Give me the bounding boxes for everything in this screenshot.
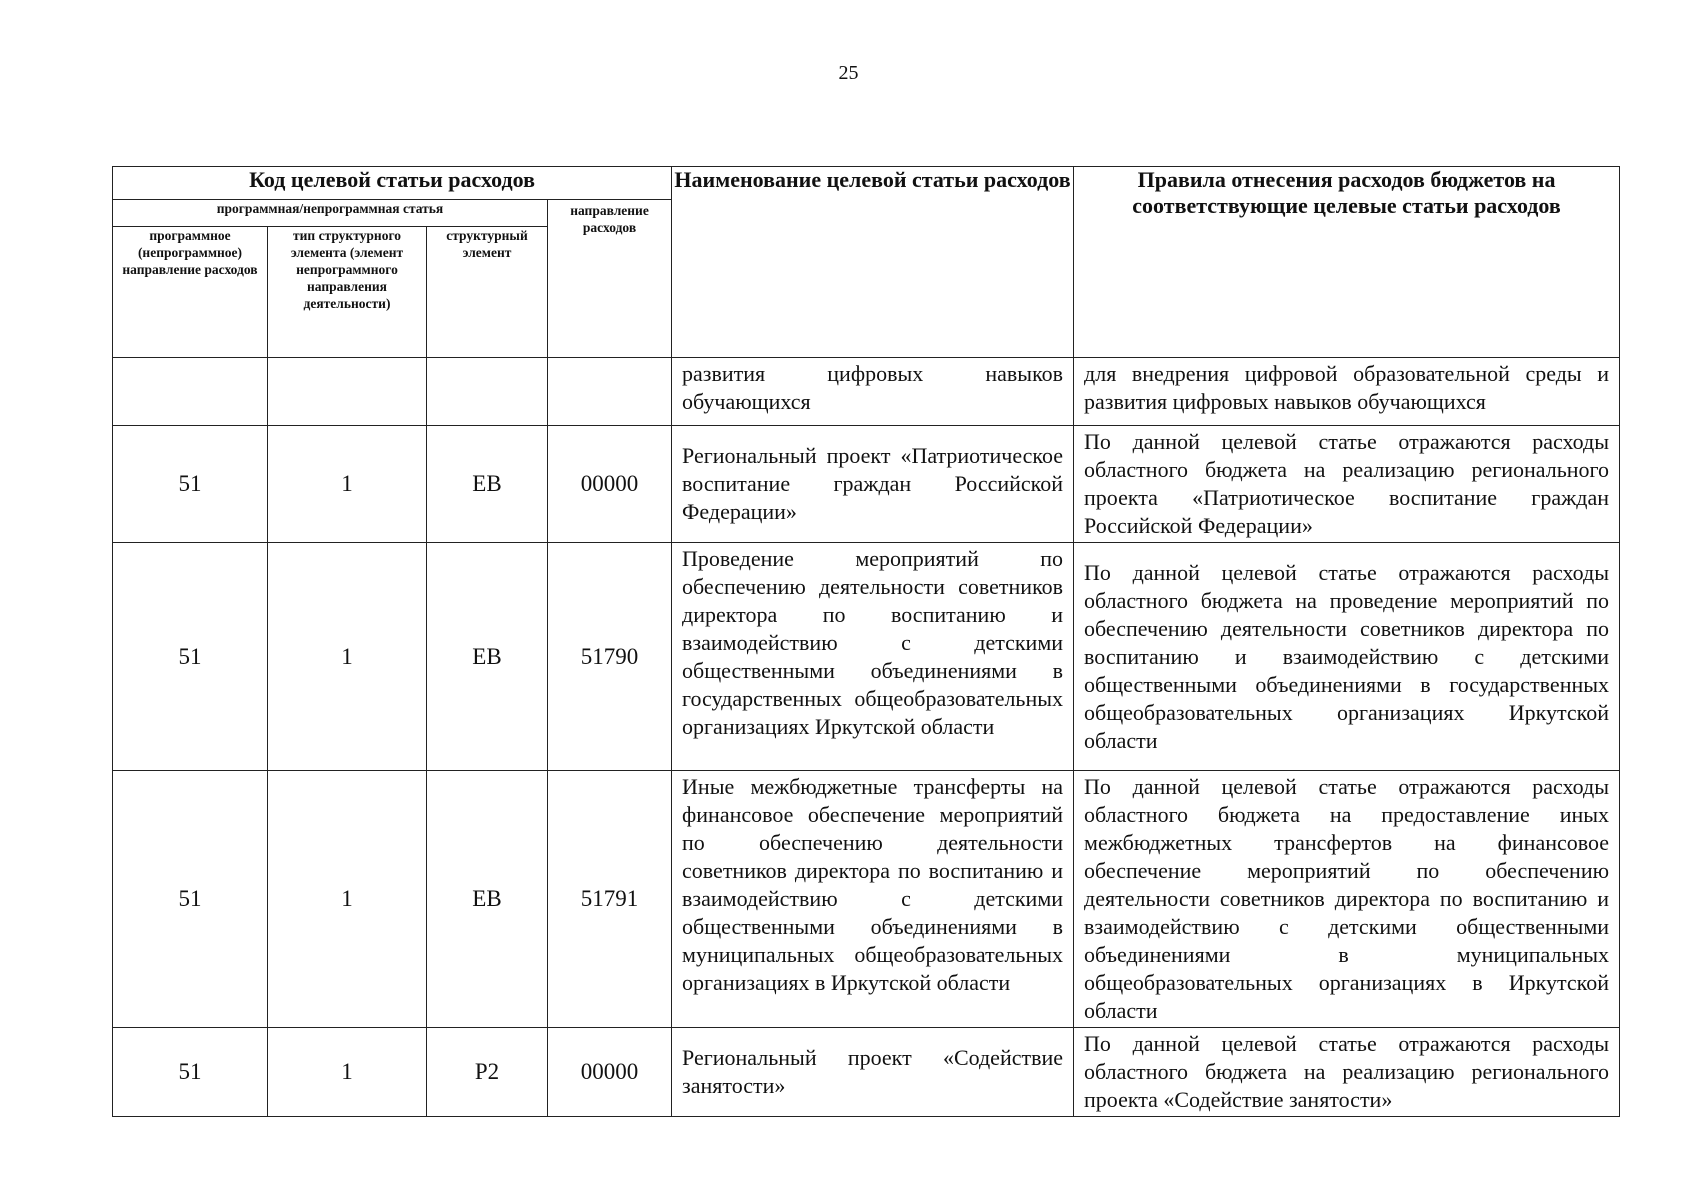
article-name-cell: Иные межбюджетные трансферты на финансовое обеспечение мероприятий по обеспечению деятельности советников директора по воспитанию и взаимодействию с детскими общественными объединениями в муниципальных общеобразовательных организациях в Иркутской области <box>672 771 1074 1028</box>
header-program-article-label: программная/непрограммная статья <box>216 201 444 216</box>
program-code-cell <box>113 358 268 426</box>
article-rules-cell: По данной целевой статье отражаются расходы областного бюджета на проведение мероприятий по обеспечению деятельности советников директора по воспитанию и взаимодействию с детскими общественными объединениями в государственных общеобразовательных организациях Иркутской области <box>1074 543 1620 771</box>
program-code-cell: 51 <box>113 543 268 771</box>
header-struct-type: тип структурного элемента (элемент непрограммного направления деятельности) <box>268 227 427 358</box>
header-struct-element: структурный элемент <box>427 227 548 358</box>
struct-type-cell: 1 <box>268 543 427 771</box>
table-row <box>113 543 1620 771</box>
struct-type-cell: 1 <box>268 426 427 543</box>
program-code-cell: 51 <box>113 426 268 543</box>
direction-cell: 51790 <box>548 543 672 771</box>
table-row <box>113 1028 1620 1117</box>
table-row <box>113 426 1620 543</box>
struct-element-cell: EB <box>427 543 548 771</box>
article-rules-cell: По данной целевой статье отражаются расходы областного бюджета на реализацию регионального проекта «Содействие занятости» <box>1074 1028 1620 1117</box>
direction-cell: 00000 <box>548 1028 672 1117</box>
header-name-title: Наименование целевой статьи расходов <box>672 167 1074 358</box>
struct-element-cell: P2 <box>427 1028 548 1117</box>
struct-type-cell <box>268 358 427 426</box>
header-program-article <box>113 200 548 227</box>
struct-type-cell: 1 <box>268 771 427 1028</box>
budget-table <box>112 166 1620 1117</box>
header-direction: направление расходов <box>548 200 672 358</box>
article-name-cell: Проведение мероприятий по обеспечению деятельности советников директора по воспитанию и взаимодействию с детскими общественными объединениями в государственных общеобразовательных организациях Иркутской области <box>672 543 1074 771</box>
direction-cell: 51791 <box>548 771 672 1028</box>
header-row-1 <box>113 167 1620 200</box>
article-rules-cell: По данной целевой статье отражаются расходы областного бюджета на реализацию регионального проекта «Патриотическое воспитание граждан Российской Федерации» <box>1074 426 1620 543</box>
article-name-cell: Региональный проект «Содействие занятости» <box>672 1028 1074 1117</box>
article-name-cell: Региональный проект «Патриотическое воспитание граждан Российской Федерации» <box>672 426 1074 543</box>
article-rules-cell: для внедрения цифровой образовательной среды и развития цифровых навыков обучающихся <box>1074 358 1620 426</box>
table-row <box>113 771 1620 1028</box>
direction-cell <box>548 358 672 426</box>
struct-type-cell: 1 <box>268 1028 427 1117</box>
article-name-cell: развития цифровых навыков обучающихся <box>672 358 1074 426</box>
page-number: 25 <box>838 62 859 84</box>
struct-element-cell: EB <box>427 426 548 543</box>
header-rules-title: Правила отнесения расходов бюджетов на соответствующие целевые статьи расходов <box>1074 167 1620 358</box>
program-code-cell: 51 <box>113 1028 268 1117</box>
table-row <box>113 358 1620 426</box>
struct-element-cell <box>427 358 548 426</box>
header-program-direction: программное (непрограммное) направление расходов <box>113 227 268 358</box>
program-code-cell: 51 <box>113 771 268 1028</box>
direction-cell: 00000 <box>548 426 672 543</box>
struct-element-cell: EB <box>427 771 548 1028</box>
header-code-title: Код целевой статьи расходов <box>113 167 672 200</box>
article-rules-cell: По данной целевой статье отражаются расходы областного бюджета на предоставление иных межбюджетных трансфертов на финансовое обеспечение мероприятий по обеспечению деятельности советников директора по воспитанию и взаимодействию с детскими общественными объединениями в муниципальных общеобразовательных организациях в Иркутской области <box>1074 771 1620 1028</box>
